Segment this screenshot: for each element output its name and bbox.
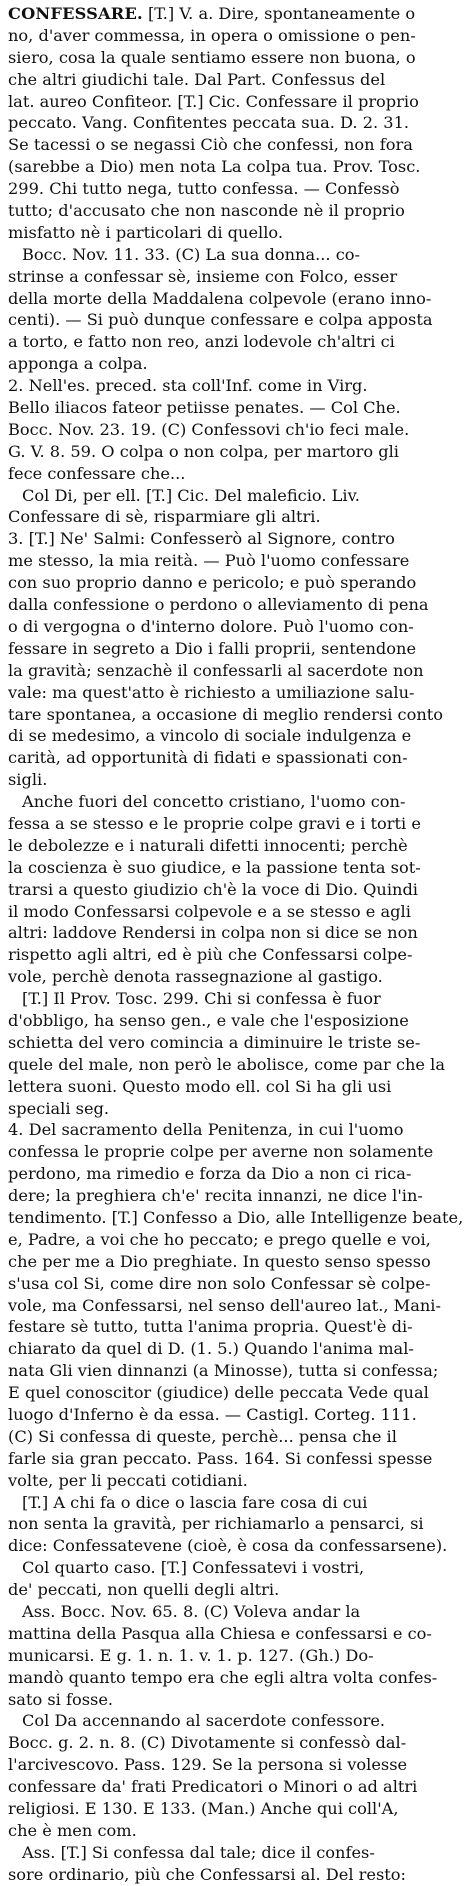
text-line: Se tacessi o se negassi Ciò che confessi, non fora [8,135,413,155]
text-line: trarsi a questo giudizio ch'è la voce di Dio. Quindi [8,879,418,899]
text-line: l'arcivescovo. Pass. 129. Se la persona si volesse [8,1755,408,1775]
text-line: sato si fosse. [8,1689,114,1709]
text-line: con suo proprio danno e pericolo; e può sperando [8,573,417,593]
text-line: strinse a confessar sè, insieme con Folco, esser [8,266,398,286]
text-line: religiosi. E 130. E 133. (Man.) Anche qui coll'A, [8,1799,399,1819]
text-line: e, Padre, a voi che ho peccato; e prego quelle e voi, [8,1229,431,1249]
text-line: a torto, e fatto non reo, anzi lodevole ch'altri ci [8,332,395,352]
text-line: de' peccati, non quelli degli altri. [8,1580,280,1600]
text-line: vole, ma Confessarsi, nel senso dell'aureo lat., Mani- [8,1295,441,1315]
text-line: E quel conoscitor (giudice) delle peccata Vede qual [8,1383,429,1403]
entry-text-column [8,3,467,1886]
text-line: misfatto nè i particolari di quello. [8,222,283,242]
text-line: sore ordinario, più che Confessarsi al. Del resto: [8,1864,406,1884]
text-line: 299. Chi tutto nega, tutto confessa. — Confessò [8,179,400,199]
text-line: quele del male, non però le abolisce, come par che la [8,1054,445,1074]
text-line: Bocc. Nov. 23. 19. (C) Confessovi ch'io feci male. [8,419,410,439]
text-line: dere; la preghiera ch'e' recita innanzi, ne dice l'in- [8,1186,423,1206]
text-line: lat. aureo Confiteor. [T.] Cic. Confessare il proprio [8,91,419,111]
text-line: mandò quanto tempo era che egli altra volta confes- [8,1667,438,1687]
text-line: vale: ma quest'atto è richiesto a umiliazione salu- [8,682,415,702]
text-line: Col Di, per ell. [T.] Cic. Del maleficio. Liv. [22,485,360,505]
text-line: che altri giudichi tale. Dal Part. Confessus del [8,69,386,89]
text-line: CONFESSARE. [T.] V. a. Dire, spontaneamente o [8,4,416,23]
text-line: di se medesimo, a vincolo di sociale indulgenza e [8,726,412,746]
text-line: chiarato da quel di D. (1. 5.) Quando l'anima mal- [8,1339,414,1359]
text-line: non senta la gravità, per richiamarlo a pensarci, si [8,1514,424,1534]
text-line: [T.] Il Prov. Tosc. 299. Chi si confessa è fuor [22,989,381,1009]
text-line: Col Da accennando al sacerdote confessore. [22,1711,386,1731]
text-line: apponga a colpa. [8,354,148,374]
text-line: le debolezze e i naturali difetti innocenti; perchè [8,835,408,855]
text-line: municarsi. E g. 1. n. 1. v. 1. p. 127. (Gh.) Do- [8,1645,374,1665]
text-line: G. V. 8. 59. O colpa o non colpa, per martoro gli [8,441,399,461]
text-line: Bocc. Nov. 11. 33. (C) La sua donna... co- [22,244,360,264]
text-line: Anche fuori del concetto cristiano, l'uomo con- [22,792,406,812]
text-line: della morte della Maddalena colpevole (erano inno- [8,288,432,308]
text-line: il modo Confessarsi colpevole e a se stesso e agli [8,901,411,921]
text-line: rispetto agli altri, ed è più che Confessarsi colpe- [8,945,413,965]
text-line: carità, ad opportunità di fidati e spassionati con- [8,748,408,768]
text-line: Ass. Bocc. Nov. 65. 8. (C) Voleva andar la [22,1602,361,1622]
text-line: siero, cosa la quale sentiamo essere non buona, o [8,47,416,67]
text-line: [T.] A chi fa o dice o lascia fare cosa di cui [22,1492,368,1512]
text-line: la gravità; senzachè il confessarli al sacerdote non [8,660,424,680]
text-line: schietta del vero comincia a diminuire le triste se- [8,1032,421,1052]
text-line: Col quarto caso. [T.] Confessatevi i vostri, [22,1558,365,1578]
entry-headword: CONFESSARE. [8,4,143,23]
text-line: me stesso, la mia reità. — Può l'uomo confessare [8,551,410,571]
text-line: nata Gli vien dinnanzi (a Minosse), tutta si confessa; [8,1361,439,1381]
text-line: centi). — Si può dunque confessare e colpa apposta [8,310,433,330]
text-line: dalla confessione o perdono o alleviamento di pena [8,595,429,615]
text-line: peccato. Vang. Confitentes peccata sua. D. 2. 31. [8,113,410,133]
text-line: speciali seg. [8,1098,110,1118]
text-line: Ass. [T.] Si confessa dal tale; dice il confes- [22,1842,375,1862]
text-line: tendimento. [T.] Confesso a Dio, alle Intelligenze beate, [8,1207,464,1227]
text-line: fessa a se stesso e le proprie colpe gravi e i torti e [8,813,421,833]
text-line: che per me a Dio preghiate. In questo senso spesso [8,1251,431,1271]
text-line: 3. [T.] Ne' Salmi: Confesserò al Signore, contro [8,529,395,549]
text-line: confessare da' frati Predicatori o Minori o ad altri [8,1777,418,1797]
text-line: la coscienza è suo giudice, e la passione tenta sot- [8,857,421,877]
text-line: dice: Confessatevene (cioè, è cosa da confessarsene). [8,1536,448,1556]
text-line: altri: laddove Rendersi in colpa non si dice se non [8,923,418,943]
text-line: farle sia gran peccato. Pass. 164. Si confessi spesse [8,1448,433,1468]
text-line: 2. Nell'es. preced. sta coll'Inf. come in Virg. [8,376,368,396]
text-line: Confessare di sè, risparmiare gli altri. [8,507,321,527]
text-line: tare spontanea, a occasione di meglio rendersi conto [8,704,444,724]
text-line: perdono, ma rimedio e forza da Dio a non ci rica- [8,1164,412,1184]
text-line: s'usa col Si, come dire non solo Confessar sè colpe- [8,1273,431,1293]
text-line: fece confessare che... [8,463,186,483]
text-line: no, d'aver commessa, in opera o omissione o pen- [8,25,416,45]
text-line: vole, perchè denota rassegnazione al gastigo. [8,967,383,987]
text-line: (C) Si confessa di queste, perchè... pensa che il [8,1426,397,1446]
text-line: (sarebbe a Dio) men nota La colpa tua. Prov. Tosc. [8,157,421,177]
text-line: lettera suoni. Questo modo ell. col Si ha gli usi [8,1076,392,1096]
text-line: luogo d'Inferno è da essa. — Castigl. Corteg. 111. [8,1405,417,1424]
text-line: o di vergogna o d'interno dolore. Può l'uomo con- [8,616,414,636]
text-line: sigli. [8,770,48,790]
text-line: 4. Del sacramento della Penitenza, in cui l'uomo [8,1120,404,1140]
text-line: tutto; d'accusato che non nasconde nè il proprio [8,201,405,221]
text-line: fessare in segreto a Dio i falli proprii, sentendone [8,638,417,658]
text-line: volte, per li peccati cotidiani. [8,1470,248,1490]
text-line: confessa le proprie colpe per averne non solamente [8,1142,434,1162]
text-line: mattina della Pasqua alla Chiesa e confessarsi e co- [8,1623,432,1643]
text-line: d'obbligo, ha senso gen., e vale che l'esposizione [8,1010,409,1030]
text-line: che è men com. [8,1820,137,1840]
text-line: festare sè tutto, tutta l'anima propria. Quest'è di- [8,1317,413,1337]
text-line: Bocc. g. 2. n. 8. (C) Divotamente si confessò dal- [8,1733,407,1753]
text-line: Bello iliacos fateor petiisse penates. — Col Che. [8,398,401,418]
